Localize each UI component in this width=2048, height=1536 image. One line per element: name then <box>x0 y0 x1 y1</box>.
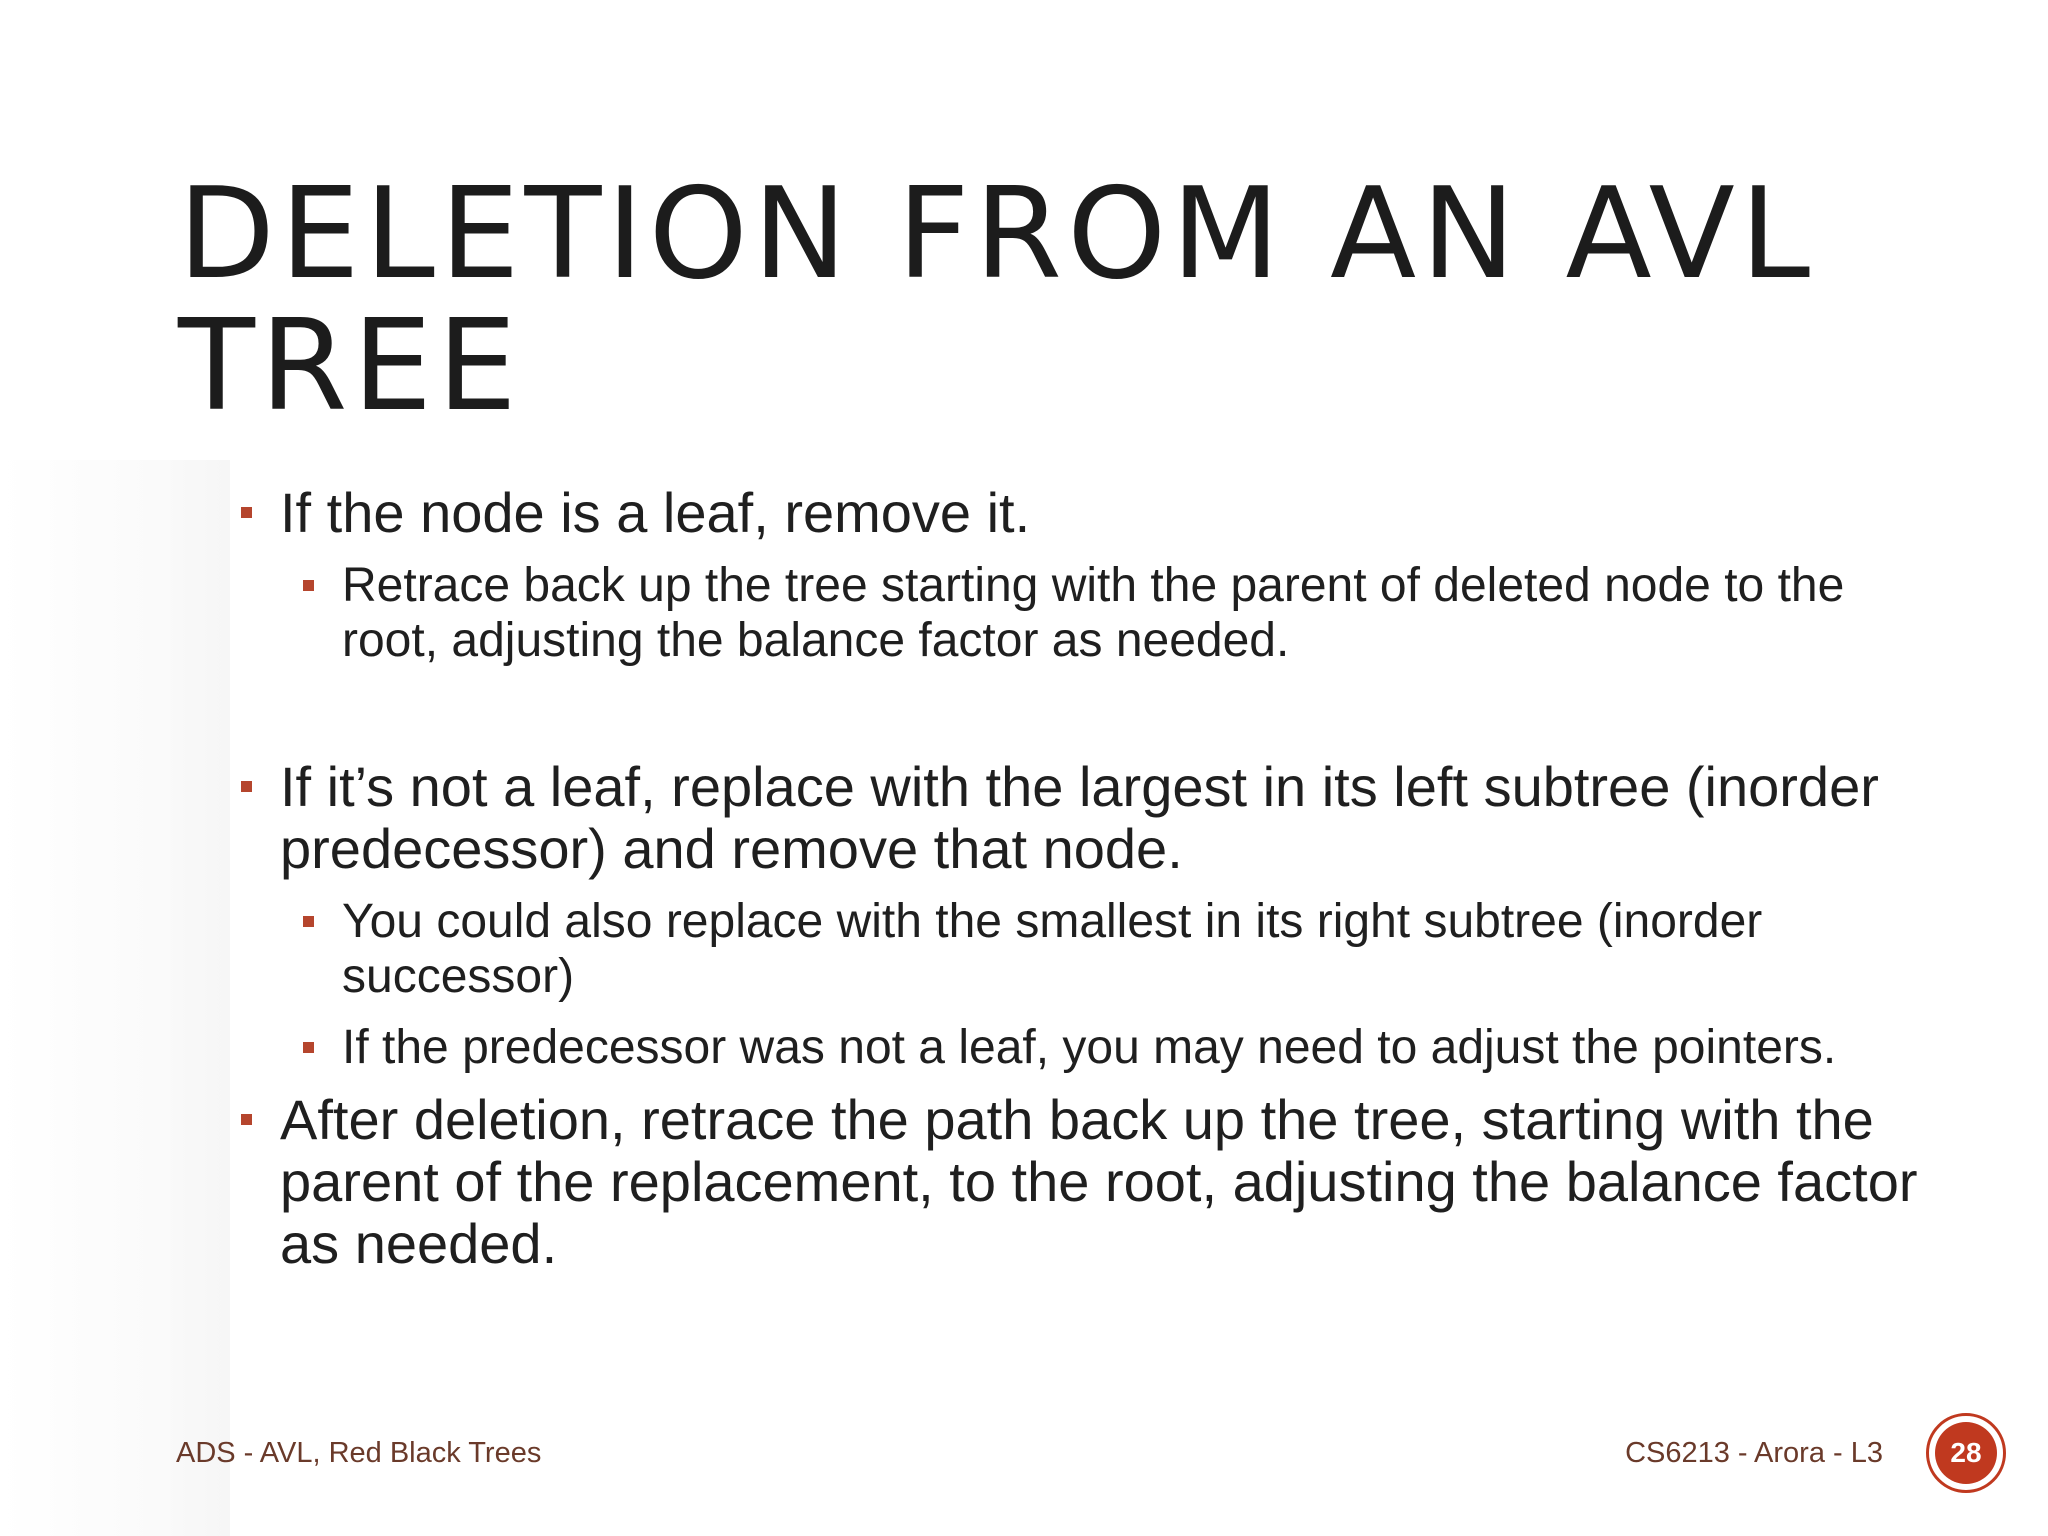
square-bullet-icon <box>303 1042 314 1053</box>
page-number: 28 <box>1935 1422 1997 1484</box>
footer-course-title: ADS - AVL, Red Black Trees <box>176 1437 542 1469</box>
sub-bullet-item <box>300 558 1918 668</box>
bullet-text: After deletion, retrace the path back up the tree, starting with the parent of the replacement, to the root, adjusting the balance factor as needed. <box>280 1088 1918 1275</box>
sub-bullet-item <box>300 1020 1918 1075</box>
square-bullet-icon <box>241 1114 252 1125</box>
bullet-item <box>238 482 1918 544</box>
bullet-item <box>238 756 1918 880</box>
bullet-list <box>238 482 1918 1275</box>
bullet-item <box>238 1089 1918 1275</box>
bullet-text: If it’s not a leaf, replace with the largest in its left subtree (inorder predecessor) and remove that node. <box>280 755 1879 880</box>
side-shade <box>0 460 230 1536</box>
page-number-badge <box>1926 1413 2006 1493</box>
footer-course-code: CS6213 - Arora - L3 <box>1625 1437 1883 1469</box>
bullet-text: If the node is a leaf, remove it. <box>280 481 1031 544</box>
slide-title: DELETION FROM AN AVL TREE <box>178 160 1816 439</box>
sub-bullet-text: If the predecessor was not a leaf, you may need to adjust the pointers. <box>342 1021 1837 1074</box>
sub-bullet-text: You could also replace with the smallest in its right subtree (inorder successor) <box>342 895 1763 1003</box>
square-bullet-icon <box>303 580 314 591</box>
sub-bullet-text: Retrace back up the tree starting with the parent of deleted node to the root, adjusting the balance factor as needed. <box>342 559 1845 667</box>
sub-bullet-item <box>300 894 1918 1004</box>
square-bullet-icon <box>303 916 314 927</box>
square-bullet-icon <box>241 781 252 792</box>
square-bullet-icon <box>241 507 252 518</box>
